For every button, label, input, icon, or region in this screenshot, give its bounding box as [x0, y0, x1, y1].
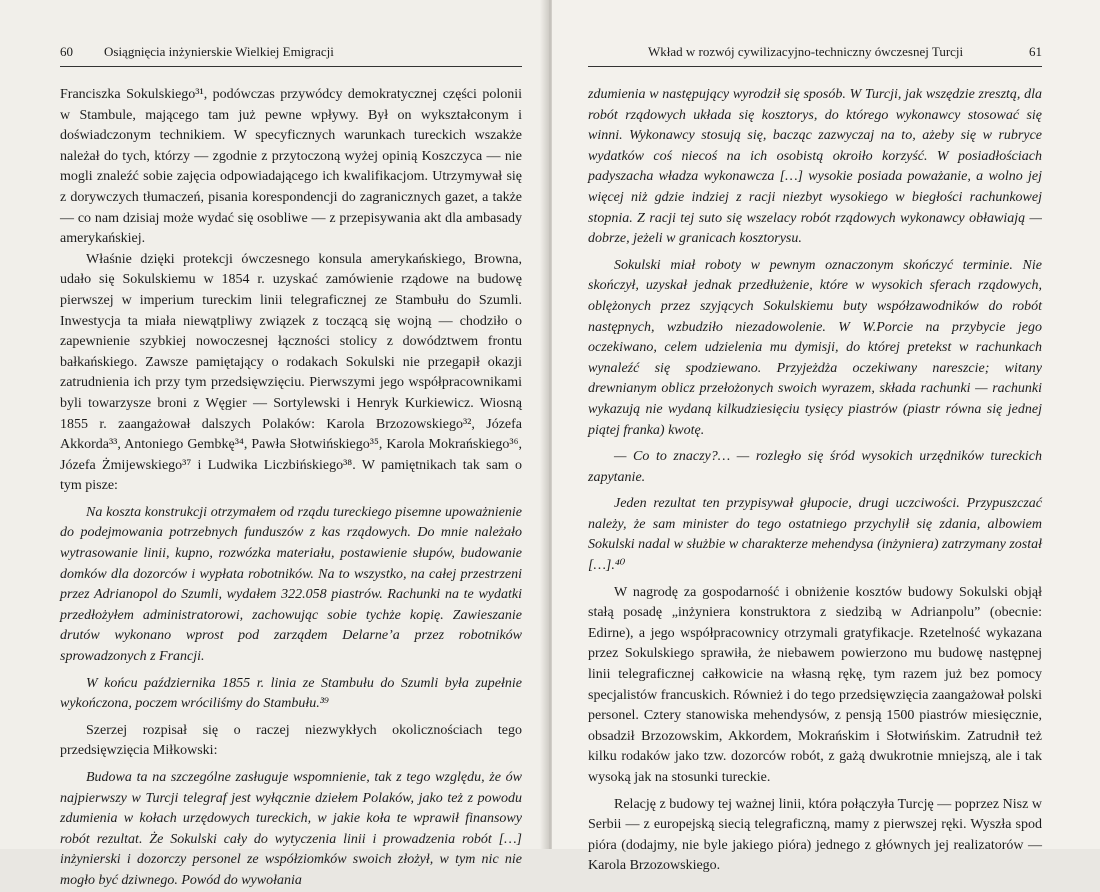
right-page-number: 61 [1029, 44, 1042, 59]
left-page-number: 60 [60, 44, 73, 59]
block-quote: Jeden rezultat ten przypisywał głupocie, drugi uczciwości. Przypuszczać należy, że sam minister do tego ostatniego przychylił się zdania, albowiem Sokulski nadal w służbie w charakterze mehendysa (inżyniera) zatrzymany został […].⁴⁰ [588, 496, 1042, 574]
paragraph: Szerzej rozpisał się o raczej niezwykłych okolicznościach tego przedsięwzięcia Miłkowski: [60, 722, 522, 759]
paragraph: Właśnie dzięki protekcji ówczesnego konsula amerykańskiego, Browna, udało się Sokulskiemu w 1854 r. uzyskać zamówienie rządowe na budowę pierwszej w imperium tureckim linii telegraficznej ze Stambułu do Szumli. Inwestycja ta miała niewątpliwy związek z toczącą się wojną — chodziło o zapewnienie szybkiej nowoczesnej łączności stolicy z dowództwem frontu bałkańskiego. Zawsze pamiętający o rodakach Sokulski nie przegapił okazji zatrudnienia ich przy tym przedsięwzięciu. Pierwszymi jego współpracownikami byli towarzysze broni z Węgier — Sortylewski i Henryk Kurkiewicz. Wiosną 1855 r. zaangażował dalszych Polaków: Karola Brzozowskiego³², Józefa Akkorda³³, Antoniego Gembkę³⁴, Pawła Słotwińskiego³⁵, Karola Mokrańskiego³⁶, Józefa Żmijewskiego³⁷ i Ludwika Liczbińskiego³⁸. W pamiętnikach tak sam o tym pisze: [60, 251, 522, 494]
right-running-header [588, 44, 1042, 67]
right-running-title: Wkład w rozwój cywilizacyjno-techniczny ówczesnej Turcji [648, 44, 964, 59]
right-body-text [588, 85, 1042, 877]
block-quote: Sokulski miał roboty w pewnym oznaczonym skończyć terminie. Nie skończył, uzyskał jednak przedłużenie, które w wysokich sferach rządowych, oblężonych przez szyjących Sokulskiemu buty współzawodników do robót następnych, wzbudziło niezadowolenie. W W.Porcie na przybycie jego oczekiwano, celem udzielenia mu dymisji, do której pretekst w rachunkach wynaleźć się spodziewano. Przyjeżdża oczekiwany nareszcie; witany drewnianym oblicz przełożonych swoich wyrazem, składa rachunki — rachunki wykazują nie wydaną kilkudziesięciu tysięcy piastrów (piastr równa się jednej piątej franka) kwotę. [588, 257, 1042, 438]
block-quote: zdumienia w następujący wyrodził się sposób. W Turcji, jak wszędzie zresztą, dla robót rządowych układa się kosztorys, do którego wykonawcy stosować się winni. Wykonawcy stosują się, bacząc zazwyczaj na to, ażeby się w rubryce wydatków coś niecoś na ich osobistą okroiło korzyść. W posiadłościach padyszacha władza wykonawcza […] wysokie posiada poważanie, a wolno jej więcej niż gdzie indziej z racji niezbyt wysokiego w biegłości rachunkowej stopnia. Z racji tej suto się wszelacy robót rządowych wykonawcy obławiają — dobrze, jeżeli w granicach kosztorysu. [588, 87, 1042, 247]
block-quote: Budowa ta na szczególne zasługuje wspomnienie, tak z tego względu, że ów najpierwszy w Turcji telegraf jest wyłącznie dziełem Polaków, jako też z powodu zdumienia w kołach urzędowych tureckich, w jakie koła te wprawił finansowy robót rezultat. Że Sokulski cały do wytyczenia linii i prowadzenia robót […] inżynierski i dozorczy personel ze współziomków swoich złożył, w tym nic nie mogło być dziwnego. Powód do wywołania [60, 770, 522, 888]
paragraph: Relację z budowy tej ważnej linii, która połączyła Turcję — poprzez Nisz w Serbii — z europejską siecią telegraficzną, mamy z pierwszej ręki. Wyszła spod pióra (dodajmy, nie byle jakiego pióra) jednego z głównych jej realizatorów — Karola Brzozowskiego. [588, 796, 1042, 874]
left-page [0, 0, 548, 888]
paragraph: W nagrodę za gospodarność i obniżenie kosztów budowy Sokulski objął stałą posadę „inżyniera konstruktora z siedzibą w Adrianpolu” (obecnie: Edirne), a jego współpracownicy otrzymali gratyfikacje. Rzetelność wykazana przez Sokulskiego sprawiła, że niebawem powierzono mu budowę następnej linii telegraficznej całkowicie na własną rękę, tym razem już bez pomocy specjalistów francuskich. Również i do tego przedsięwzięcia zaangażował polski personel. Cztery stanowiska mehendysów, z pensją 1500 piastrów miesięcznie, obsadził Brzozowskim, Akkordem, Mokrańskim i Słotwińskim. Zatrudnił też kilku rodaków jako tzw. dozorców robót, z gażą dwukrotnie mniejszą, ale i tak wysoką jak na stosunki tureckie. [588, 584, 1042, 785]
left-body-text [60, 85, 522, 892]
paragraph: Franciszka Sokulskiego³¹, podówczas przywódcy demokratycznej części polonii w Stambule, mającego tam już pewne wpływy. Był on wykształconym i doświadczonym technikiem. W specyficznych warunkach tureckich wszakże należał do tych, którzy — zgodnie z przytoczoną wyżej opinią Koszczyca — nie mogli znaleźć sobie zajęcia odpowiadającego ich kwalifikacjom. Utrzymywał się z dorywczych tłumaczeń, pisania korespondencji do zagranicznych gazet, a także — co nam dzisiaj może wydać się osobliwe — z przepisywania akt dla ambasady amerykańskiej. [60, 87, 522, 247]
left-running-title: Osiągnięcia inżynierskie Wielkiej Emigracji [104, 44, 334, 59]
block-quote: W końcu października 1855 r. linia ze Stambułu do Szumli była zupełnie wykończona, poczem wróciliśmy do Stambułu.³⁹ [60, 675, 522, 712]
right-page [552, 0, 1100, 874]
block-quote: Na koszta konstrukcji otrzymałem od rządu tureckiego pisemne upoważnienie do podejmowania potrzebnych funduszów z kas rządowych. Do mnie należało wytrasowanie linii, kupno, rozwózka materiału, postawienie słupów, budowanie domków dla dozorców i wypłata robotników. Na to wszystko, na całej przestrzeni przez Adrianopol do Szumli, wydałem 322.058 piastrów. Rachunki na te wydatki przedłożyłem administratorowi, zachowując sobie tychże kopię. Zawieszanie drutów wykonano wprost pod zarządem Delarne’a przez robotników sprowadzonych z Francji. [60, 504, 522, 665]
left-running-header [60, 44, 522, 67]
block-quote: — Co to znaczy?… — rozległo się śród wysokich urzędników tureckich zapytanie. [588, 449, 1042, 485]
